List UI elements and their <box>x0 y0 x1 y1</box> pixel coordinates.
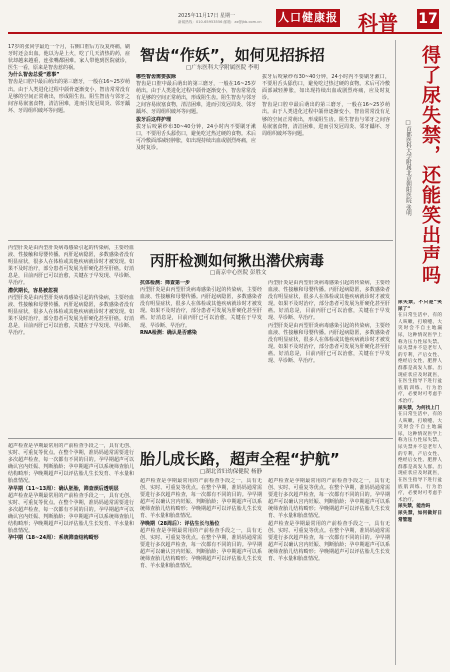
article3-column-2 <box>140 478 262 665</box>
issue-date: 2025年11月17日 星期一 <box>178 13 236 19</box>
article3-title: 胎儿成长路，超声全程“护航” <box>140 450 340 468</box>
article3-subhead-1: 孕早期（11~13周）：确认胚胎，筛查颈后透明层 <box>8 485 119 492</box>
side-q4: 尿失禁，如何做好日常管理 <box>398 511 442 523</box>
article3-body-6: 超声检查是孕期最常用的产前检查手段之一，具有无创、实时、可重复等优点。在整个孕期，准妈妈通常需要进行多次超声检查，每一次都有不同的目的。孕早期超声可以确认宫内妊娠、判断胎龄；孕中期超声可以系统筛查胎儿结构畸形；孕晚期超声可以评估胎儿生长发育、羊水量和胎盘情况。 <box>268 520 390 563</box>
article1-subhead-3: 拔牙后这样护理 <box>136 116 172 123</box>
article1-body: 智齿是口腔中最后萌出的第三磨牙，一般在16~25岁萌出。由于人类进化过程中颌骨逐渐变小，智齿常常没有足够的空间正常萌出，形成阻生齿。阻生智齿与邻牙之间容易嵌塞食物，清洁困难，进而引发冠周炎、邻牙龋坏、牙周组织破坏等问题。 <box>8 79 130 114</box>
article1-column-1 <box>8 44 130 234</box>
side-q3: 尿失禁，能治吗 <box>398 504 431 510</box>
article2-body-3: 丙型肝炎是由丙型肝炎病毒感染引起的传染病，主要经血液、性接触和母婴传播。丙肝起病隐匿，多数感染者没有明显症状，很多人在体检或其他疾病就诊时才被发现。如果不及时治疗，部分患者可发展为肝硬化甚至肝癌。好消息是，目前丙肝已可以治愈，关键在于早发现、早诊断、早治疗。 <box>140 287 262 329</box>
divider <box>8 438 393 439</box>
article1-subhead-2: 哪些智齿需要拔除 <box>136 74 177 80</box>
side-article-byline: □首都医科大学附属北京朝阳医院 张明 <box>405 120 411 216</box>
article1-body-5: 智齿是口腔中最后萌出的第三磨牙，一般在16~25岁萌出。由于人类进化过程中颌骨逐渐变小，智齿常常没有足够的空间正常萌出，形成阻生齿。阻生智齿与邻牙之间容易嵌塞食物，清洁困难，进而引发冠周炎、邻牙龋坏、牙周组织破坏等问题。 <box>262 102 390 137</box>
article1-body-2: 智齿是口腔中最后萌出的第三磨牙，一般在16~25岁萌出。由于人类进化过程中颌骨逐渐变小，智齿常常没有足够的空间正常萌出，形成阻生齿。阻生智齿与邻牙之间容易嵌塞食物，清洁困难，进而引发冠周炎、邻牙龋坏、牙周组织破坏等问题。 <box>136 81 256 116</box>
article3-column-1 <box>8 443 134 665</box>
article2-column-2 <box>140 280 262 435</box>
article1-column-2 <box>136 74 256 236</box>
article1-title: 智齿“作妖”，如何见招拆招 <box>140 46 325 64</box>
article2-column-1 <box>8 245 134 435</box>
article2-title: 丙肝检测如何揪出潜伏病毒 <box>150 254 324 270</box>
contact-line: 新闻热线：010-65953556 邮箱：zx@jkb.com.cn <box>178 20 262 24</box>
article1-lead: 17岁的张同学最近一个月，右侧口腔后方反复疼痛，刷牙时还会出血。他以为是上火，吃了几天清热的药，症状却越来越重，连张嘴都困难。家人带他到医院就诊，医生一看，原来是智齿惹的祸。 <box>8 44 130 72</box>
divider <box>8 240 393 241</box>
column-divider <box>395 40 396 665</box>
article3-body-5: 超声检查是孕期最常用的产前检查手段之一，具有无创、实时、可重复等优点。在整个孕期，准妈妈通常需要进行多次超声检查，每一次都有不同的目的。孕早期超声可以确认宫内妊娠、判断胎龄；孕中期超声可以系统筛查胎儿结构畸形；孕晚期超声可以评估胎儿生长发育、羊水量和胎盘情况。 <box>268 478 390 520</box>
article2-subhead-1: 潜伏期长，容易被忽视 <box>8 287 59 294</box>
side-q2: 尿失禁，为何找上门 <box>398 405 440 411</box>
side-article-column <box>398 300 442 665</box>
article1-body-4: 拔牙后咬紧纱布30~40分钟，24小时内不要刷牙漱口，不要用舌头舔伤口，避免吃过热过硬的食物。术后可冷敷面部减轻肿胀，如出现持续出血或剧烈疼痛，应及时复诊。 <box>262 74 390 102</box>
article3-body-4: 超声检查是孕期最常用的产前检查手段之一，具有无创、实时、可重复等优点。在整个孕期，准妈妈通常需要进行多次超声检查，每一次都有不同的目的。孕早期超声可以确认宫内妊娠、判断胎龄；孕中期超声可以系统筛查胎儿结构畸形；孕晚期超声可以评估胎儿生长发育、羊水量和胎盘情况。 <box>140 527 262 570</box>
article3-column-3 <box>268 478 390 665</box>
newspaper-logo: 人口健康报 <box>276 9 340 27</box>
article2-body-5: 丙型肝炎是由丙型肝炎病毒感染引起的传染病，主要经血液、性接触和母婴传播。丙肝起病隐匿，多数感染者没有明显症状，很多人在体检或其他疾病就诊时才被发现。如果不及时治疗，部分患者可发展为肝硬化甚至肝癌。好消息是，目前丙肝已可以治愈，关键在于早发现、早诊断、早治疗。 <box>268 322 390 365</box>
article3-byline: □湖北省妇幼保健院 杨静 <box>200 469 262 475</box>
article3-body-2: 超声检查是孕期最常用的产前检查手段之一，具有无创、实时、可重复等优点。在整个孕期，准妈妈通常需要进行多次超声检查，每一次都有不同的目的。孕早期超声可以确认宫内妊娠、判断胎龄；孕中期超声可以系统筛查胎儿结构畸形；孕晚期超声可以评估胎儿生长发育、羊水量和胎盘情况。 <box>8 492 134 535</box>
article1-subhead-1: 为什么智齿总爱“惹事” <box>8 72 60 79</box>
article2-byline: □南京中心医院 彭胜文 <box>210 270 267 276</box>
article2-body-1: 丙型肝炎是由丙型肝炎病毒感染引起的传染病，主要经血液、性接触和母婴传播。丙肝起病隐匿，多数感染者没有明显症状，很多人在体检或其他疾病就诊时才被发现。如果不及时治疗，部分患者可发展为肝硬化甚至肝癌。好消息是，目前丙肝已可以治愈，关键在于早发现、早诊断、早治疗。 <box>8 245 134 287</box>
article1-byline: □广东医科大学附属医院 李明 <box>186 65 259 71</box>
side-q1: 尿失禁，不只是“笑尿了” <box>398 300 442 312</box>
article1-body-3: 拔牙后咬紧纱布30~40分钟，24小时内不要刷牙漱口，不要用舌头舔伤口，避免吃过热过硬的食物。术后可冷敷面部减轻肿胀，如出现持续出血或剧烈疼痛，应及时复诊。 <box>136 123 256 151</box>
article3-subhead-2: 孕中期（18~24周）：系统筛查结构畸形 <box>8 535 99 542</box>
article3-body-1: 超声检查是孕期最常用的产前检查手段之一，具有无创、实时、可重复等优点。在整个孕期，准妈妈通常需要进行多次超声检查，每一次都有不同的目的。孕早期超声可以确认宫内妊娠、判断胎龄；孕中期超声可以系统筛查胎儿结构畸形；孕晚期超声可以评估胎儿生长发育、羊水量和胎盘情况。 <box>8 443 134 485</box>
article2-subhead-2: 抗体检测：筛查第一步 <box>140 280 191 286</box>
article1-column-3 <box>262 74 390 236</box>
side-article-title: 得了尿失禁，还能笑出声吗 <box>419 45 441 285</box>
article2-column-3 <box>268 280 390 435</box>
section-title: 科普 <box>358 11 398 35</box>
article3-subhead-3: 孕晚期（28周后）：评估生长与胎位 <box>140 520 220 527</box>
article2-body-4: 丙型肝炎是由丙型肝炎病毒感染引起的传染病，主要经血液、性接触和母婴传播。丙肝起病隐匿，多数感染者没有明显症状，很多人在体检或其他疾病就诊时才被发现。如果不及时治疗，部分患者可发展为肝硬化甚至肝癌。好消息是，目前丙肝已可以治愈，关键在于早发现、早诊断、早治疗。 <box>268 280 390 322</box>
article3-body-3: 超声检查是孕期最常用的产前检查手段之一，具有无创、实时、可重复等优点。在整个孕期，准妈妈通常需要进行多次超声检查，每一次都有不同的目的。孕早期超声可以确认宫内妊娠、判断胎龄；孕中期超声可以系统筛查胎儿结构畸形；孕晚期超声可以评估胎儿生长发育、羊水量和胎盘情况。 <box>140 478 262 520</box>
side-body-2: 在日常生活中，有的人咳嗽、打喷嚏、大笑时会不自主地漏尿，这种情况医学上称为压力性尿失禁。尿失禁并不是老年人的专利，产后女性、绝经后女性、肥胖人群都是高发人群。出现症状应及时就医，在医生指导下进行盆底肌训练、行为治疗，必要时可考虑手术治疗。 <box>398 412 442 503</box>
page-number: 17 <box>418 11 438 27</box>
article2-subhead-3: RNA检测：确认是否感染 <box>140 329 197 336</box>
article2-body-2: 丙型肝炎是由丙型肝炎病毒感染引起的传染病，主要经血液、性接触和母婴传播。丙肝起病隐匿，多数感染者没有明显症状，很多人在体检或其他疾病就诊时才被发现。如果不及时治疗，部分患者可发展为肝硬化甚至肝癌。好消息是，目前丙肝已可以治愈，关键在于早发现、早诊断、早治疗。 <box>8 294 134 337</box>
side-body-1: 在日常生活中，有的人咳嗽、打喷嚏、大笑时会不自主地漏尿，这种情况医学上称为压力性尿失禁。尿失禁并不是老年人的专利，产后女性、绝经后女性、肥胖人群都是高发人群。出现症状应及时就医，在医生指导下进行盆底肌训练、行为治疗，必要时可考虑手术治疗。 <box>398 313 442 404</box>
masthead <box>8 6 442 34</box>
